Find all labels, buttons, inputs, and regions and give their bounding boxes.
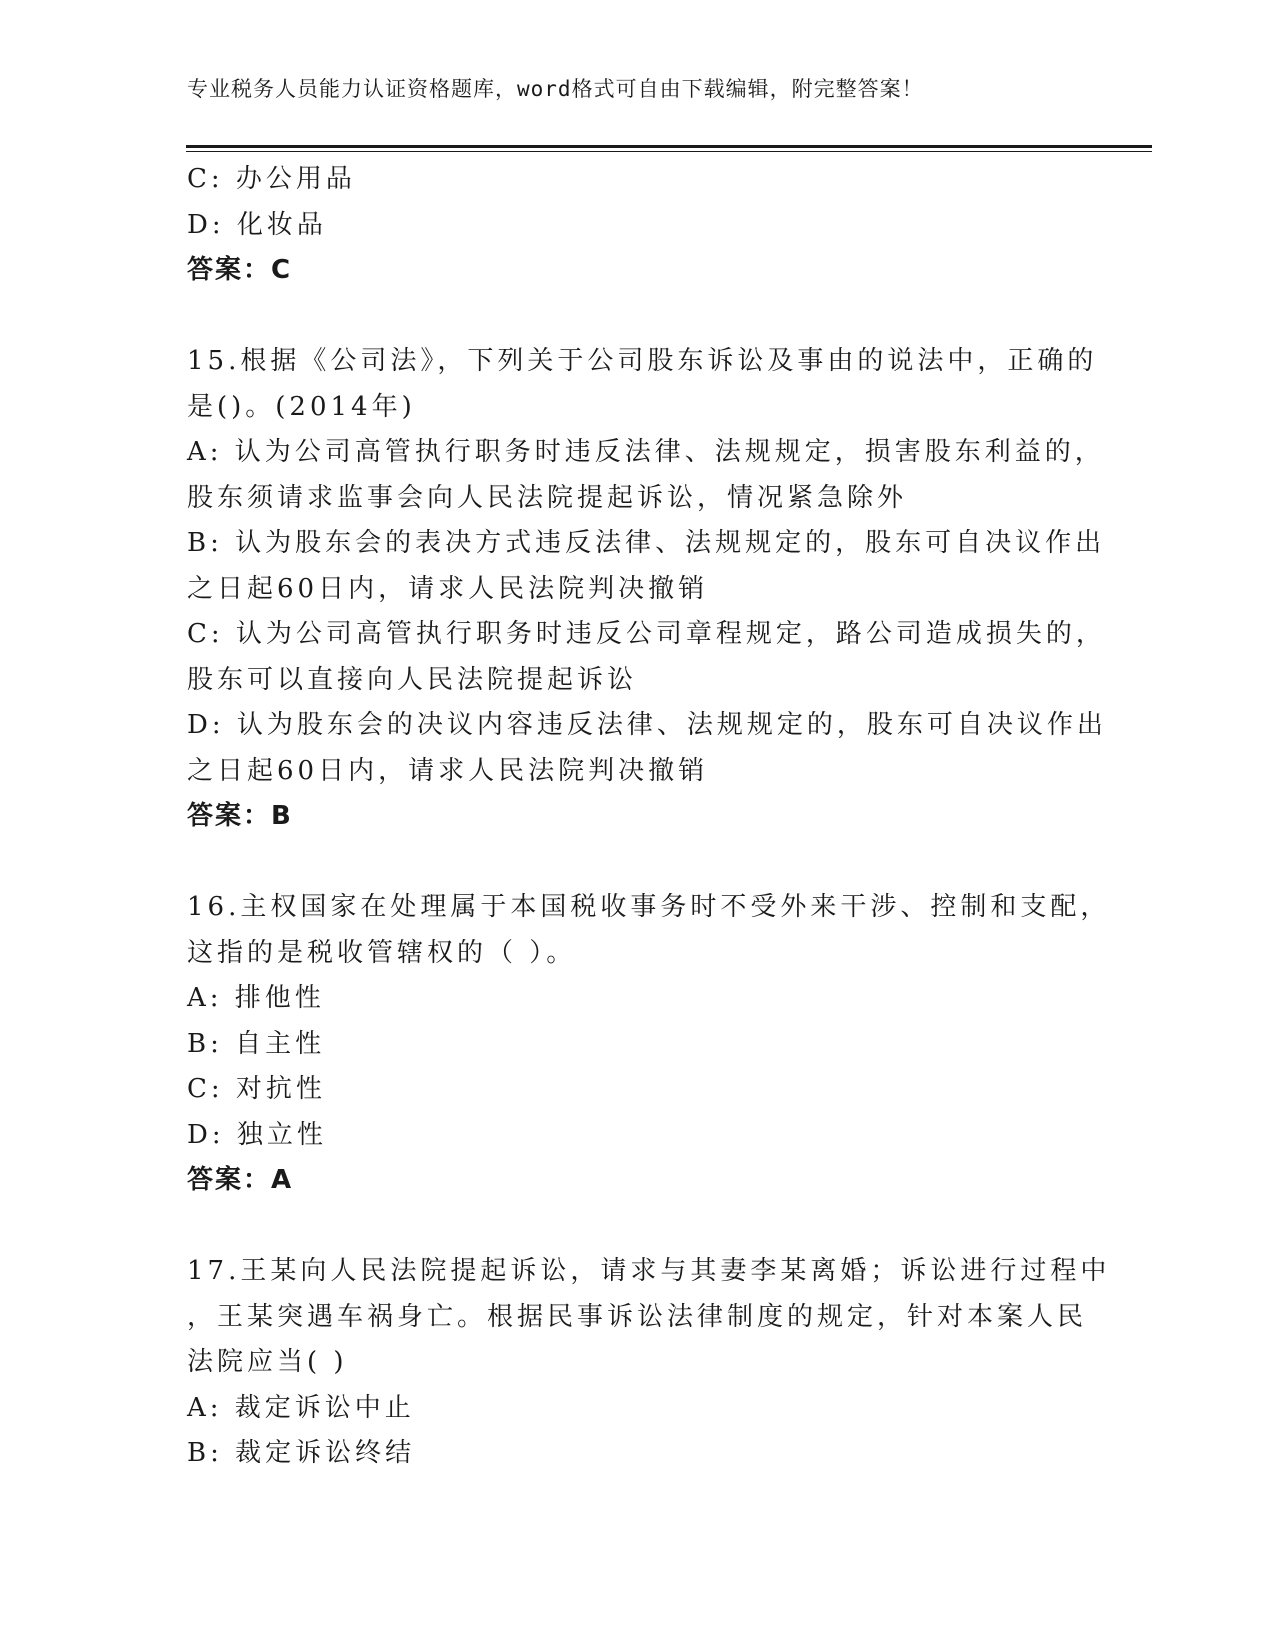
question-text: 法院应当( ) [187, 1347, 348, 1377]
question-text: 是()。(2014年) [187, 391, 416, 422]
option-line: B: 自主性 [187, 1028, 326, 1059]
option-line: D: 独立性 [187, 1119, 327, 1150]
option-line: C: 对抗性 [187, 1074, 326, 1104]
header-rule-thin [186, 151, 1152, 152]
question-text: ，王某突遇车祸身亡。根据民事诉讼法律制度的规定，针对本案人民 [187, 1301, 1088, 1332]
option-line: A: 认为公司高管执行职务时违反法律、法规规定，损害股东利益的， [187, 437, 1105, 467]
question-text: 15.根据《公司法》，下列关于公司股东诉讼及事由的说法中，正确的 [187, 346, 1098, 376]
question-block-16 [187, 885, 1111, 1204]
option-line: 之日起60日内，请求人民法院判决撤销 [187, 573, 709, 604]
answer-line: 答案：C [187, 255, 293, 285]
option-line: 股东须请求监事会向人民法院提起诉讼，情况紧急除外 [187, 482, 908, 513]
option-line: B: 认为股东会的表决方式违反法律、法规规定的，股东可自决议作出 [187, 528, 1106, 558]
question-block-14 [187, 157, 1087, 294]
question-block-15 [187, 339, 1107, 840]
option-line: 股东可以直接向人民法院提起诉讼 [187, 664, 638, 695]
question-block-17 [187, 1249, 1111, 1477]
option-line: D: 认为股东会的决议内容违反法律、法规规定的，股东可自决议作出 [187, 710, 1107, 740]
answer-line: 答案：A [187, 1165, 294, 1195]
question-text: 17.王某向人民法院提起诉讼，请求与其妻李某离婚；诉讼进行过程中 [187, 1256, 1111, 1286]
question-text: 16.主权国家在处理属于本国税收事务时不受外来干涉、控制和支配， [187, 892, 1111, 922]
answer-line: 答案：B [187, 801, 293, 831]
option-line: A: 裁定诉讼中止 [187, 1392, 415, 1423]
option-line: A: 排他性 [187, 983, 325, 1013]
option-line: B: 裁定诉讼终结 [187, 1438, 416, 1468]
question-text: 这指的是税收管辖权的（ ）。 [187, 937, 577, 968]
question-content [187, 157, 1111, 1477]
option-line: C: 办公用品 [187, 164, 356, 194]
option-line: 之日起60日内，请求人民法院判决撤销 [187, 755, 709, 786]
page-header: 专业税务人员能力认证资格题库，word格式可自由下载编辑，附完整答案！ [187, 77, 924, 101]
header-rule-thick [186, 145, 1152, 148]
option-line: C: 认为公司高管执行职务时违反公司章程规定，路公司造成损失的， [187, 619, 1106, 649]
option-line: D: 化妆品 [187, 209, 327, 240]
